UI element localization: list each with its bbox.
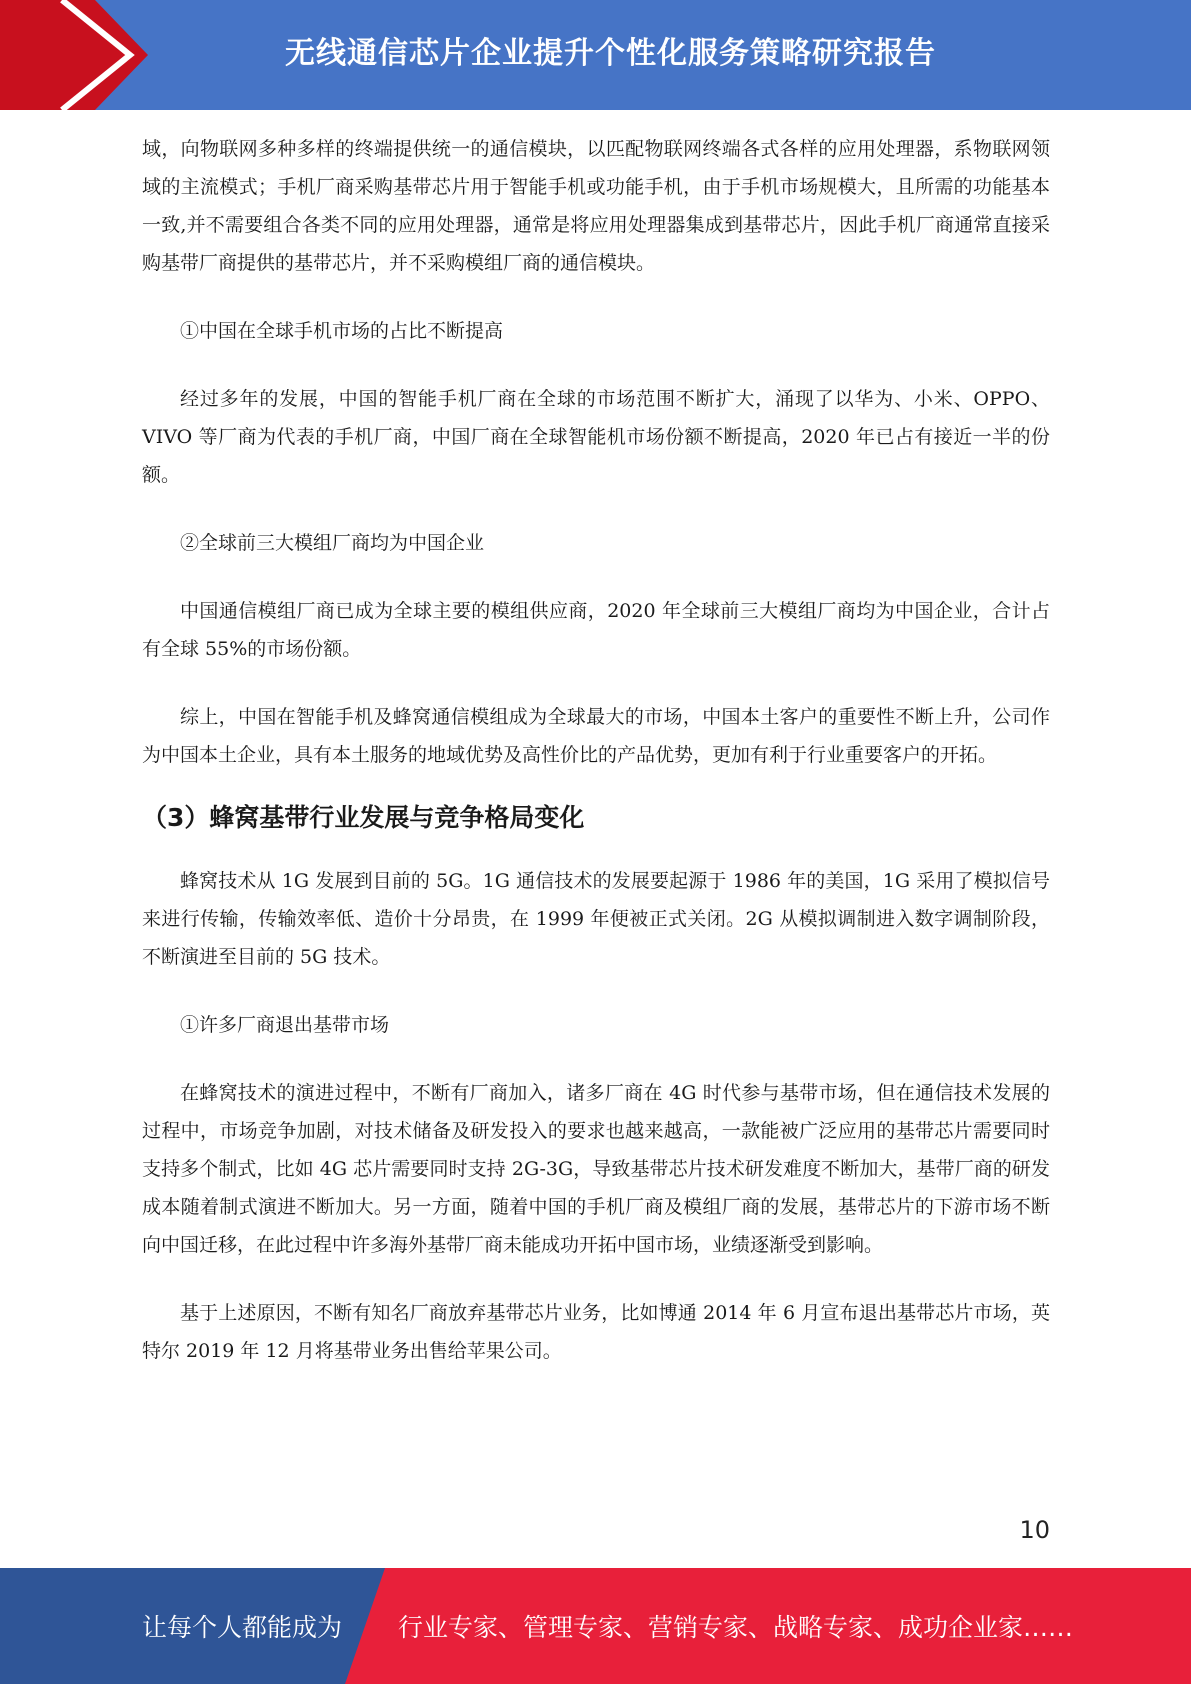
section-heading: （3）蜂窝基带行业发展与竞争格局变化 xyxy=(142,803,585,832)
paragraph: 中国通信模组厂商已成为全球主要的模组供应商，2020 年全球前三大模组厂商均为中国企业，合计占有全球 55%的市场份额。 xyxy=(142,600,1050,660)
list-item-heading: ①中国在全球手机市场的占比不断提高 xyxy=(180,320,504,342)
paragraph: 在蜂窝技术的演进过程中，不断有厂商加入，诸多厂商在 4G 时代参与基带市场，但在通信技术发展的过程中，市场竞争加剧，对技术储备及研发投入的要求也越来越高，一款能被广泛应用的基带芯片需要同时支持多个制式，比如 4G 芯片需要同时支持 2G-3G，导致基带芯片技术研发难度不断加大，基带厂商的研发成本随着制式演进不断加大。另一方面，随着中国的手机厂商及模组厂商的发展，基带芯片的下游市场不断向中国迁移，在此过程中许多海外基带厂商未能成功开拓中国市场，业绩逐渐受到影响。 xyxy=(142,1082,1050,1256)
page-header xyxy=(0,0,1191,110)
header-arrow-logo xyxy=(0,0,150,110)
report-title: 无线通信芯片企业提升个性化服务策略研究报告 xyxy=(285,36,936,71)
page-footer xyxy=(0,1568,1191,1684)
paragraph: 蜂窝技术从 1G 发展到目前的 5G。1G 通信技术的发展要起源于 1986 年的美国，1G 采用了模拟信号来进行传输，传输效率低、造价十分昂贵，在 1999 年便被正式关闭。2G 从模拟调制进入数字调制阶段，不断演进至目前的 5G 技术。 xyxy=(142,870,1050,968)
page-number: 10 xyxy=(1019,1516,1050,1544)
paragraph: 综上，中国在智能手机及蜂窝通信模组成为全球最大的市场，中国本土客户的重要性不断上升，公司作为中国本土企业，具有本土服务的地域优势及高性价比的产品优势，更加有利于行业重要客户的开拓。 xyxy=(142,706,1050,766)
list-item-heading: ①许多厂商退出基带市场 xyxy=(180,1014,390,1036)
footer-slogan-right: 行业专家、管理专家、营销专家、战略专家、成功企业家…… xyxy=(398,1613,1074,1642)
paragraph: 域，向物联网多种多样的终端提供统一的通信模块，以匹配物联网终端各式各样的应用处理器，系物联网领域的主流模式；手机厂商采购基带芯片用于智能手机或功能手机，由于手机市场规模大，且所需的功能基本一致,并不需要组合各类不同的应用处理器，通常是将应用处理器集成到基带芯片，因此手机厂商通常直接采购基带厂商提供的基带芯片，并不采购模组厂商的通信模块。 xyxy=(142,138,1050,274)
document-body xyxy=(142,130,1050,1370)
list-item-heading: ②全球前三大模组厂商均为中国企业 xyxy=(180,532,485,554)
paragraph: 经过多年的发展，中国的智能手机厂商在全球的市场范围不断扩大，涌现了以华为、小米、OPPO、VIVO 等厂商为代表的手机厂商，中国厂商在全球智能机市场份额不断提高，2020 年已占有接近一半的份额。 xyxy=(142,388,1050,486)
footer-slogan-left: 让每个人都能成为 xyxy=(142,1613,343,1642)
paragraph: 基于上述原因，不断有知名厂商放弃基带芯片业务，比如博通 2014 年 6 月宣布退出基带芯片市场，英特尔 2019 年 12 月将基带业务出售给苹果公司。 xyxy=(142,1302,1050,1362)
